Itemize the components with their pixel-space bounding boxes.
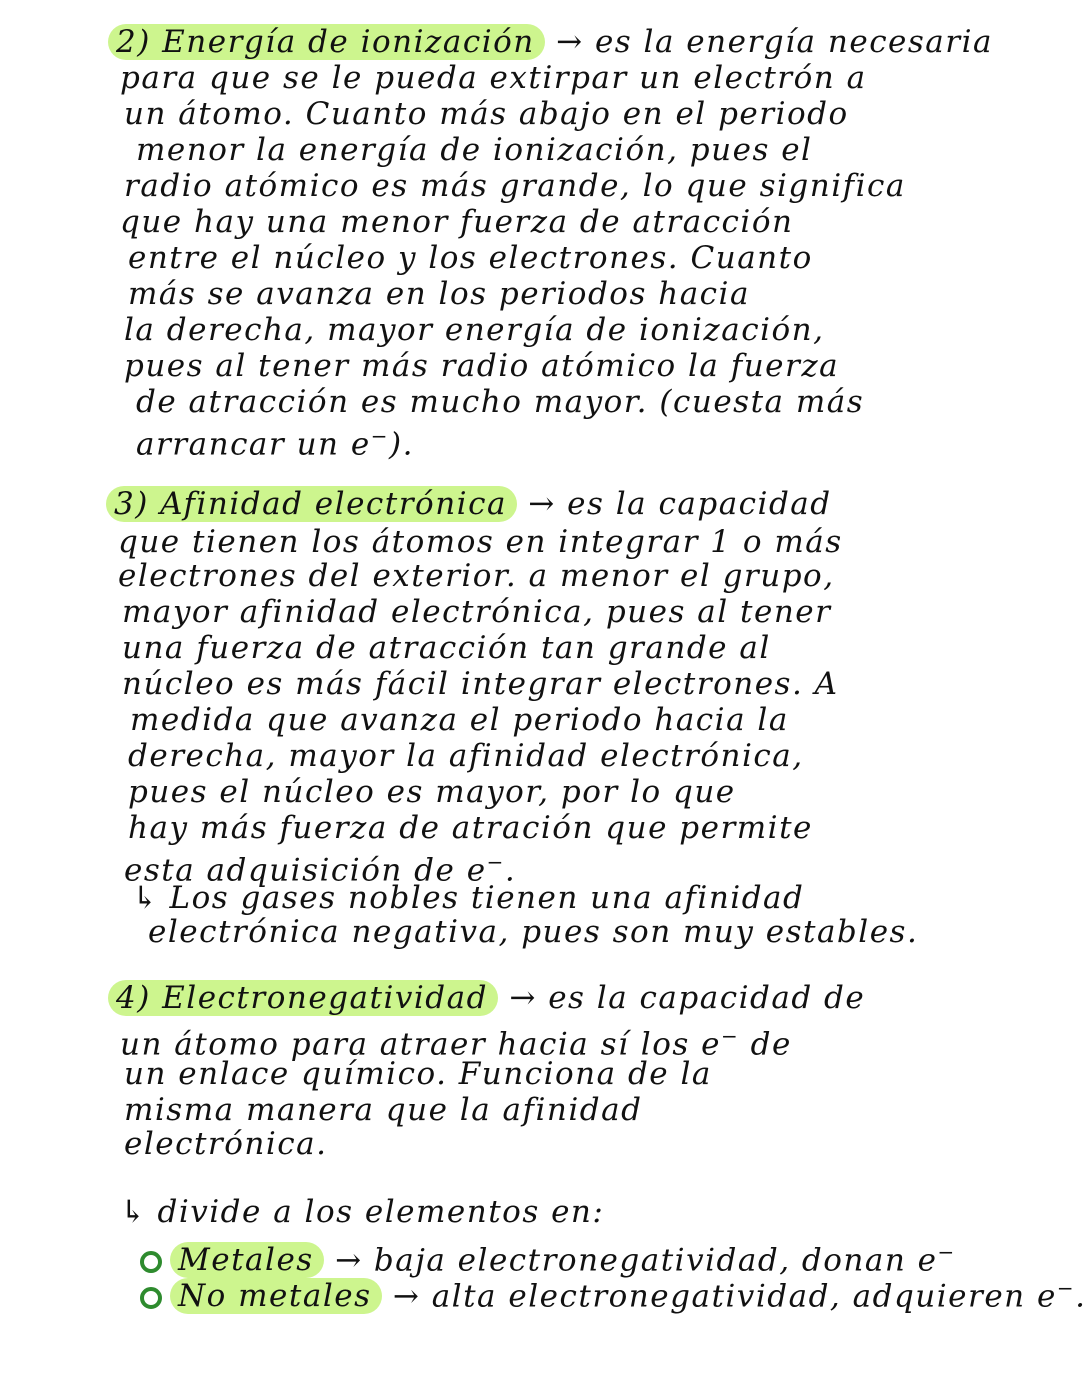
section-2-line-2: un átomo. Cuanto más abajo en el periodo	[124, 96, 849, 132]
section-3-note-line-1: electrónica negativa, pues son muy estables.	[148, 914, 919, 950]
section-2-line-11	[136, 418, 414, 462]
section-2-line-5: que hay una menor fuerza de atracción	[120, 204, 794, 240]
section-3-line-10-tail: .	[504, 852, 517, 889]
section-2-line-4: radio atómico es más grande, lo que significa	[124, 168, 906, 204]
section-4-line-4: electrónica.	[124, 1126, 328, 1162]
item-text-metals: baja electronegatividad, donan e	[373, 1242, 938, 1279]
section-3-first-line	[106, 486, 832, 522]
item-text-nonmetals: alta electronegatividad, adquieren e	[431, 1278, 1057, 1315]
arrow-icon: →	[556, 24, 584, 60]
section-2-line-11-tail: ).	[388, 426, 414, 463]
section-4-line-0: es la capacidad de	[548, 980, 866, 1016]
section-3-heading: 3) Afinidad electrónica	[106, 486, 517, 522]
section-3-note-text-0: Los gases nobles tienen una afinidad	[169, 880, 805, 916]
section-4-line-1-tail: de	[750, 1026, 792, 1063]
minus-superscript: −	[937, 1240, 956, 1264]
corner-arrow-icon: ↳	[120, 1194, 148, 1230]
minus-superscript: −	[720, 1024, 740, 1048]
section-3-line-1: que tienen los átomos en integrar 1 o más	[118, 524, 843, 560]
minus-superscript: −	[370, 424, 389, 448]
section-4-line-3: misma manera que la afinidad	[124, 1092, 643, 1128]
list-item-nonmetals	[140, 1270, 1086, 1314]
section-2-line-9: pues al tener más radio atómico la fuerza	[124, 348, 840, 384]
section-3-line-7: derecha, mayor la afinidad electrónica,	[128, 738, 804, 774]
arrow-icon: →	[509, 980, 537, 1016]
section-2-line-10: de atracción es mucho mayor. (cuesta más	[136, 384, 865, 420]
arrow-icon: →	[392, 1278, 421, 1315]
section-3-note-line-0	[132, 880, 804, 916]
section-2-heading: 2) Energía de ionización	[108, 24, 545, 60]
section-4-heading: 4) Electronegatividad	[108, 980, 498, 1016]
section-3-line-8: pues el núcleo es mayor, por lo que	[128, 774, 736, 810]
section-2-line-7: más se avanza en los periodos hacia	[128, 276, 750, 312]
section-4-divide-line	[120, 1194, 604, 1230]
section-2-line-6: entre el núcleo y los electrones. Cuanto	[128, 240, 813, 276]
arrow-icon: →	[335, 1242, 363, 1279]
section-2-first-line	[108, 24, 993, 60]
section-2-line-3: menor la energía de ionización, pues el	[136, 132, 813, 168]
section-3-line-2: electrones del exterior. a menor el grupo,	[118, 558, 835, 594]
section-3-line-6: medida que avanza el periodo hacia la	[130, 702, 789, 738]
section-3-line-10-text: esta adquisición de e	[124, 852, 487, 889]
item-text-nonmetals-tail: .	[1075, 1278, 1086, 1315]
minus-superscript: −	[1056, 1276, 1076, 1300]
section-3-line-9: hay más fuerza de atración que permite	[128, 810, 813, 846]
section-3-line-0: es la capacidad	[567, 486, 832, 522]
section-2-line-1: para que se le pueda extirpar un electrón a	[120, 60, 867, 96]
section-2-line-0: es la energía necesaria	[594, 24, 994, 60]
section-3-line-4: una fuerza de atracción tan grande al	[122, 630, 771, 666]
minus-superscript: −	[486, 850, 505, 874]
section-4-divide-text: divide a los elementos en:	[157, 1194, 605, 1230]
section-4-first-line	[108, 980, 865, 1016]
corner-arrow-icon: ↳	[132, 880, 160, 916]
section-3-line-5: núcleo es más fácil integrar electrones. A	[122, 666, 839, 702]
section-2-line-8: la derecha, mayor energía de ionización,	[124, 312, 825, 348]
item-label-metals: Metales	[170, 1242, 324, 1278]
section-4-line-1-text: un átomo para atraer hacia sí los e	[120, 1026, 721, 1063]
section-4-line-2: un enlace químico. Funciona de la	[124, 1056, 712, 1092]
arrow-icon: →	[528, 486, 556, 522]
item-label-nonmetals: No metales	[170, 1278, 382, 1314]
section-3-line-3: mayor afinidad electrónica, pues al tener	[122, 594, 832, 630]
bullet-circle-icon	[140, 1287, 162, 1309]
section-2-line-11-text: arrancar un e	[136, 426, 371, 463]
